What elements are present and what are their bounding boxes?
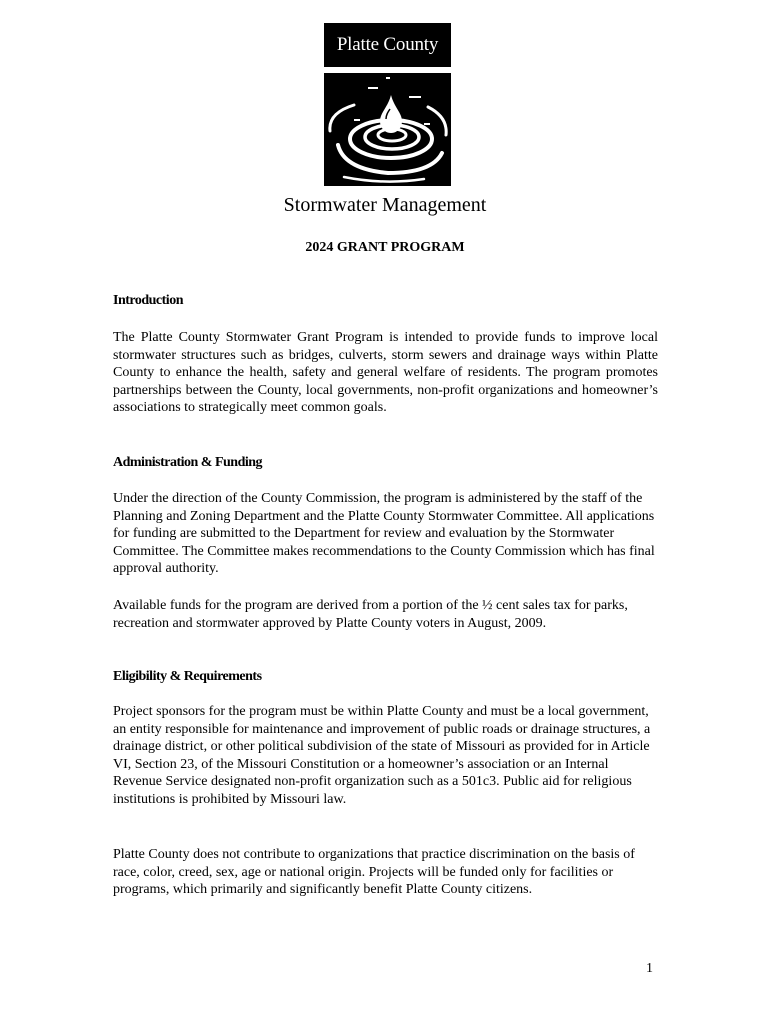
paragraph-nondiscrimination: Platte County does not contribute to organizations that practice discrimination on the basis of race, color, creed, sex, age or national origin. Projects will be funded only for facilities or programs, which primarily and significantly benefit Platte County citizens. — [113, 847, 635, 898]
paragraph-administration: Under the direction of the County Commission, the program is administered by the staff of the Planning and Zoning Department and the Platte County Stormwater Committee. All applications for funding are submitted to the Department for review and evaluation by the Stormwater Committee. The Committee makes recommendations to the County Commission which has final approval authority. — [113, 491, 655, 577]
paragraph-funding: Available funds for the program are derived from a portion of the ½ cent sales tax for parks, recreation and stormwater approved by Platte County voters in August, 2009. — [113, 598, 628, 631]
document-subtitle: 2024 GRANT PROGRAM — [305, 240, 465, 255]
water-drop-ripples-icon — [324, 73, 451, 186]
document-title: Stormwater Management — [283, 194, 487, 216]
paragraph-introduction: The Platte County Stormwater Grant Program is intended to provide funds to improve local stormwater structures such as bridges, culverts, storm sewers and drainage ways within Platte County to enhance the health, safety and general welfare of residents. The program promotes partnerships between the County, local governments, non-profit organizations and homeowner’s associations to strategically meet common goals. — [113, 330, 658, 416]
logo-county-name: Platte County — [324, 23, 451, 67]
section-heading-eligibility-requirements: Eligibility & Requirements — [113, 669, 262, 684]
page-number: 1 — [646, 961, 653, 976]
section-heading-introduction: Introduction — [113, 293, 183, 308]
paragraph-eligibility: Project sponsors for the program must be within Platte County and must be a local government, an entity responsible for maintenance and improvement of public roads or drainage structures, a drainage district, or other political subdivision of the state of Missouri as provided for in Article VI, Section 23, of the Missouri Constitution or a homeowner’s association or an Internal Revenue Service designated non-profit organization such as a 501c3. Public aid for religious institutions is prohibited by Missouri law. — [113, 704, 651, 807]
section-heading-administration-funding: Administration & Funding — [113, 455, 263, 470]
